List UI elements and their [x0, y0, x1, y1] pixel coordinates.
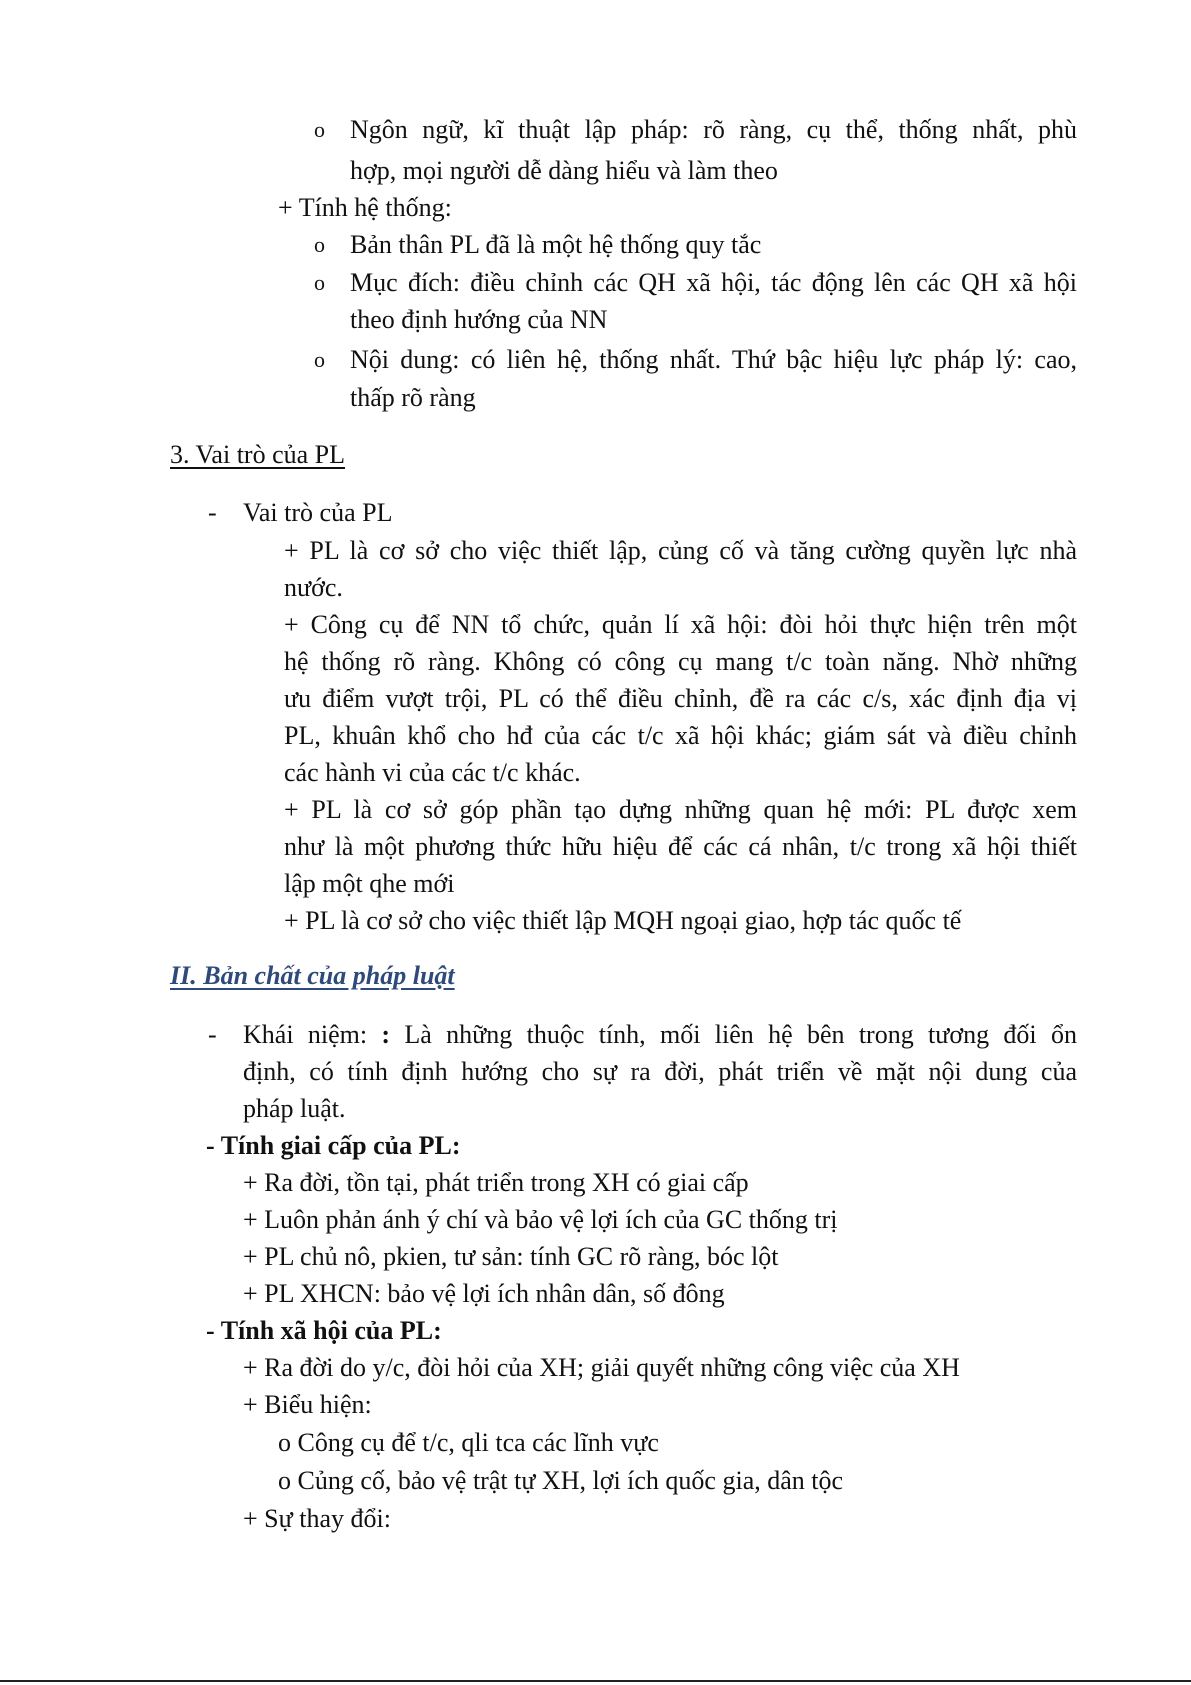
page-bottom-divider — [0, 1680, 1191, 1682]
list-item: + Ra đời, tồn tại, phát triển trong XH có giai cấp — [243, 1168, 749, 1197]
list-item: Vai trò của PL — [243, 498, 393, 527]
list-item: + Tính hệ thống: — [278, 193, 452, 222]
paragraph-line: pháp luật. — [243, 1094, 346, 1123]
paragraph-line: định, có tính định hướng cho sự ra đời, phát triển về mặt nội dung của — [243, 1057, 1077, 1086]
list-bullet: o — [314, 270, 325, 295]
paragraph-line: như là một phương thức hữu hiệu để các cá nhân, t/c trong xã hội thiết — [284, 832, 1077, 861]
list-item: + Biểu hiện: — [243, 1390, 372, 1419]
section-heading: II. Bản chất của pháp luật — [170, 961, 455, 990]
list-item: + PL XHCN: bảo vệ lợi ích nhân dân, số đông — [243, 1279, 725, 1308]
list-dash: - — [208, 1020, 217, 1049]
paragraph-line: hệ thống rõ ràng. Không có công cụ mang t/c toàn năng. Nhờ những — [284, 647, 1077, 676]
concept-colon: : — [381, 1020, 391, 1049]
concept-text: Là những thuộc tính, mối liên hệ bên trong tương đối ổn — [390, 1020, 1077, 1049]
paragraph-line: Bản thân PL đã là một hệ thống quy tắc — [350, 230, 762, 259]
paragraph-line: + PL là cơ sở cho việc thiết lập, củng cố và tăng cường quyền lực nhà — [284, 536, 1077, 565]
paragraph-line: nước. — [284, 573, 343, 602]
paragraph-line: thấp rõ ràng — [350, 383, 476, 412]
list-bullet: o — [314, 232, 325, 257]
paragraph-line: + Công cụ để NN tổ chức, quản lí xã hội: đòi hỏi thực hiện trên một — [284, 610, 1077, 639]
list-item: + Sự thay đổi: — [243, 1504, 391, 1533]
list-item: + Luôn phản ánh ý chí và bảo vệ lợi ích của GC thống trị — [243, 1205, 838, 1234]
paragraph-line: Ngôn ngữ, kĩ thuật lập pháp: rõ ràng, cụ thể, thống nhất, phù — [350, 115, 1077, 144]
paragraph-line: lập một qhe mới — [284, 869, 455, 898]
list-dash: - — [208, 498, 217, 527]
list-item: + PL chủ nô, pkien, tư sản: tính GC rõ ràng, bóc lột — [243, 1242, 779, 1271]
paragraph-line: PL, khuân khổ cho hđ của các t/c xã hội khác; giám sát và điều chỉnh — [284, 721, 1077, 750]
section-heading: 3. Vai trò của PL — [170, 440, 345, 469]
list-bullet: o — [314, 347, 325, 372]
paragraph-line: + PL là cơ sở góp phần tạo dựng những quan hệ mới: PL được xem — [284, 795, 1077, 824]
subsection-heading: - Tính giai cấp của PL: — [206, 1131, 461, 1160]
concept-label: Khái niệm: — [243, 1020, 382, 1049]
paragraph-line: + PL là cơ sở cho việc thiết lập MQH ngoại giao, hợp tác quốc tế — [284, 906, 962, 935]
list-bullet: o — [314, 117, 325, 142]
list-item: o Củng cố, bảo vệ trật tự XH, lợi ích quốc gia, dân tộc — [278, 1466, 844, 1495]
subsection-heading: - Tính xã hội của PL: — [206, 1316, 442, 1345]
paragraph-line: theo định hướng của NN — [350, 305, 608, 334]
paragraph-line: hợp, mọi người dễ dàng hiểu và làm theo — [350, 156, 778, 185]
list-item: + Ra đời do y/c, đòi hỏi của XH; giải quyết những công việc của XH — [243, 1353, 960, 1382]
paragraph-line: Nội dung: có liên hệ, thống nhất. Thứ bậc hiệu lực pháp lý: cao, — [350, 345, 1077, 374]
paragraph-line: các hành vi của các t/c khác. — [284, 758, 581, 787]
list-item: o Công cụ để t/c, qli tca các lĩnh vực — [278, 1428, 659, 1457]
paragraph-line — [243, 1016, 1077, 1053]
paragraph-line: ưu điểm vượt trội, PL có thể điều chỉnh, đề ra các c/s, xác định địa vị — [284, 684, 1077, 713]
paragraph-line: Mục đích: điều chỉnh các QH xã hội, tác động lên các QH xã hội — [350, 268, 1077, 297]
